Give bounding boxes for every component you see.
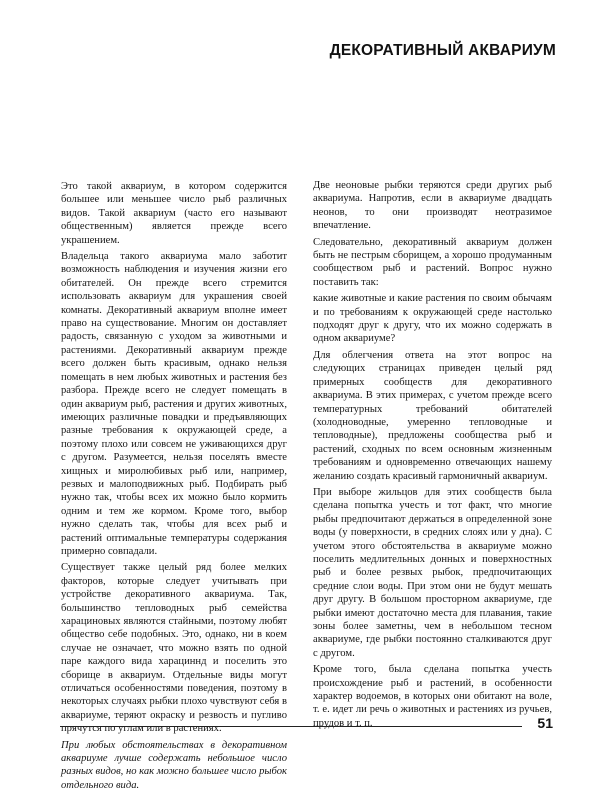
paragraph: Это такой аквариум, в котором содержится большее или меньшее число рыб различных видов. Такой аквариум (часто его называют общественным) является прежде всего украшением. — [61, 181, 287, 246]
paragraph: Владельца такого аквариума мало заботит возможность наблюдения и изучения жизни его обитателей. Он прежде всего стремится использовать аквариум для украшения своей комнаты. Декоративный аквариум вполне имеет право на существование. Многим он доставляет радость, связанную с уходом за животными и растениями. Декоративный аквариум прежде всего должен быть красивым, однако нельзя помещать в нем любых животных и растения без разбора. Прежде всего не следует помещать в один аквариум рыб, растения и других животных, имеющих различные повадки и предъявляющих разные требования к окружающей среде, а поэтому плохо или совсем не уживающихся друг с другом. Разумеется, нельзя поселять вместе хищных и миролюбивых рыб или, например, резвых и малоподвижных рыб. Подбирать рыб нужно так, чтобы всех их можно было кормить одним и тем же кормом. Кроме того, выбор нужно сделать так, чтобы для всех рыб и растений оптимальные температуры содержания примерно совпадали. — [61, 251, 287, 557]
italic-paragraph: При любых обстоятельствах в декоративном аквариуме лучше содержать небольшое число разных видов, но как можно большее число рыбок отдельного вида. — [61, 739, 287, 791]
paragraph: Кроме того, была сделана попытка учесть происхождение рыб и растений, в особенности характер водоемов, в которых они обитают на воле, т. е. идет ли речь о животных и растениях из ручьев, прудов и т. п. — [313, 664, 552, 729]
paragraph: Для облегчения ответа на этот вопрос на следующих страницах приведен целый ряд примерных сообществ для декоративного аквариума. В этих примерах, с учетом прежде всего температурных требований обитателей (холодноводные, умеренно тепловодные и тепловодные), предложены сообщества рыб и растений, сходных по всем основным жизненным требованиям и одновременно отвечающих нашему желанию создать красивый гармоничный аквариум. — [313, 349, 552, 482]
page-title: ДЕКОРАТИВНЫЙ АКВАРИУМ — [329, 42, 556, 59]
page-number: 51 — [537, 715, 553, 731]
left-column — [61, 180, 287, 792]
footer-rule — [60, 726, 522, 727]
paragraph: Существует также целый ряд более мелких факторов, которые следует учитывать при устройстве декоративного аквариума. Так, большинство тепловодных рыб семейства харациновых являются стайными, поэтому любят общество себе подобных. Это, однако, ни в коем случае не означает, что можно взять по одной паре каждого вида харациннд и поселить это сборище в аквариум. Отдельные виды могут отличаться особенностями поведения, поэтому в некоторых случаях рыбки плохо чувствуют себя в аквариуме, теряют окраску и резвость и пугливо прячутся по углам или в растениях. — [61, 562, 287, 735]
paragraph: какие животные и какие растения по своим обычаям и по требованиям к окружающей среде настолько подходят друг к другу, что их можно содержать в одном аквариуме? — [313, 293, 552, 345]
paragraph: Следовательно, декоративный аквариум должен быть не пестрым сборищем, а хорошо продуманным сообществом рыб и растений. Вопрос нужно поставить так: — [313, 236, 552, 288]
paragraph: При выборе жильцов для этих сообществ была сделана попытка учесть и тот факт, что многие рыбы предпочитают держаться в определенной зоне воды (у поверхности, в средних слоях или у дна). С учетом этого обстоятельства в аквариуме можно поселить медлительных донных и поверхностных рыб и более резвых рыбок, предпочитающих средние слои воды. При этом они не будут мешать друг другу. В большом просторном аквариуме, где рыбки имеют достаточно места для плавания, такие зоны более заметны, чем в небольшом тесном аквариуме, где рыбки постоянно сталкиваются друг с другом. — [313, 486, 552, 659]
right-column — [313, 179, 552, 730]
paragraph: Две неоновые рыбки теряются среди других рыб аквариума. Напротив, если в аквариуме двадцать неонов, то они производят неотразимое впечатление. — [313, 180, 552, 232]
